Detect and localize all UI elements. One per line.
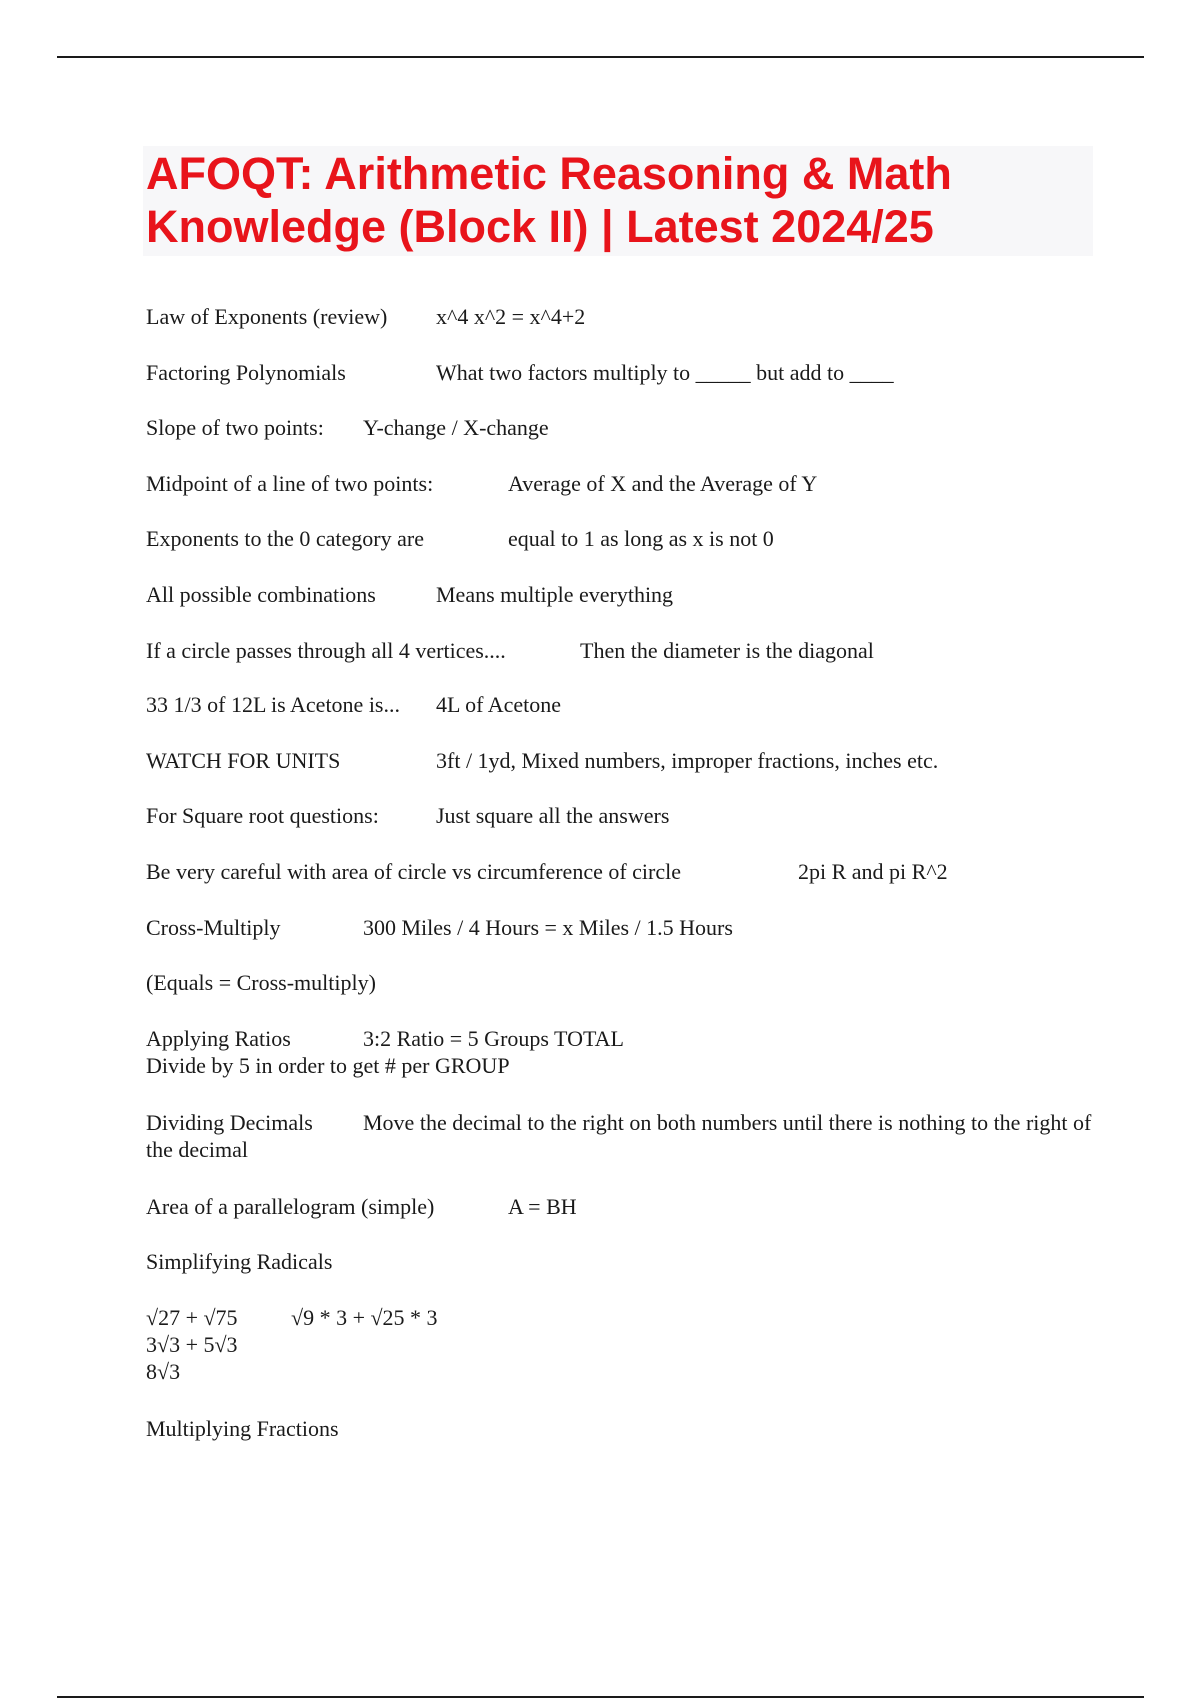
entry-continuation: Divide by 5 in order to get # per GROUP xyxy=(146,1053,510,1078)
entry-definition: Means multiple everything xyxy=(436,582,674,607)
entry-term: If a circle passes through all 4 vertices.... xyxy=(146,638,506,663)
entry-definition: What two factors multiply to _____ but add to ____ xyxy=(436,360,894,385)
top-rule xyxy=(57,56,1144,58)
entry-definition: 3:2 Ratio = 5 Groups TOTAL xyxy=(363,1026,624,1051)
entry-term: Be very careful with area of circle vs circumference of circle xyxy=(146,859,682,884)
entry-term: Factoring Polynomials xyxy=(146,360,346,385)
entry-definition: √9 * 3 + √25 * 3 xyxy=(291,1305,438,1330)
entry-term: For Square root questions: xyxy=(146,803,379,828)
entry-term: Cross-Multiply xyxy=(146,915,281,940)
entry-definition: 2pi R and pi R^2 xyxy=(798,859,948,884)
entry-definition: A = BH xyxy=(508,1194,577,1219)
entry-term: 33 1/3 of 12L is Acetone is... xyxy=(146,692,400,717)
entry-continuation: 3√3 + 5√3 xyxy=(146,1332,238,1357)
entry-definition: Then the diameter is the diagonal xyxy=(580,638,874,663)
entry-definition: 4L of Acetone xyxy=(436,692,562,717)
entry-term: Dividing Decimals xyxy=(146,1110,313,1135)
entry-term: Applying Ratios xyxy=(146,1026,291,1051)
entry-definition: Move the decimal to the right on both numbers until there is nothing to the right of the decimal xyxy=(146,1110,1092,1162)
page-title-line-2: Knowledge (Block II) | Latest 2024/25 xyxy=(146,201,934,252)
entry-definition: 300 Miles / 4 Hours = x Miles / 1.5 Hours xyxy=(363,915,733,940)
entry-definition: equal to 1 as long as x is not 0 xyxy=(508,526,774,551)
entry-term: Exponents to the 0 category are xyxy=(146,526,424,551)
title-banner xyxy=(143,146,1093,256)
entry-term: Slope of two points: xyxy=(146,415,324,440)
entry-term: Simplifying Radicals xyxy=(146,1249,333,1274)
entry-term: Law of Exponents (review) xyxy=(146,304,388,329)
entry-term: Midpoint of a line of two points: xyxy=(146,471,434,496)
bottom-rule xyxy=(57,1696,1144,1698)
entry-term: √27 + √75 xyxy=(146,1305,238,1330)
entry-term: Area of a parallelogram (simple) xyxy=(146,1194,435,1219)
entry-definition: 3ft / 1yd, Mixed numbers, improper fractions, inches etc. xyxy=(436,748,939,773)
entry-definition: Average of X and the Average of Y xyxy=(508,471,818,496)
entry-definition: Just square all the answers xyxy=(436,803,670,828)
entry-term: All possible combinations xyxy=(146,582,376,607)
entry-term: Multiplying Fractions xyxy=(146,1416,339,1441)
entry-continuation: 8√3 xyxy=(146,1359,181,1384)
page-title-line-1: AFOQT: Arithmetic Reasoning & Math xyxy=(146,148,952,199)
entry-definition: x^4 x^2 = x^4+2 xyxy=(436,304,586,329)
entry-definition: Y-change / X-change xyxy=(363,415,549,440)
entry-term: WATCH FOR UNITS xyxy=(146,748,341,773)
entry-term: (Equals = Cross-multiply) xyxy=(146,970,376,995)
